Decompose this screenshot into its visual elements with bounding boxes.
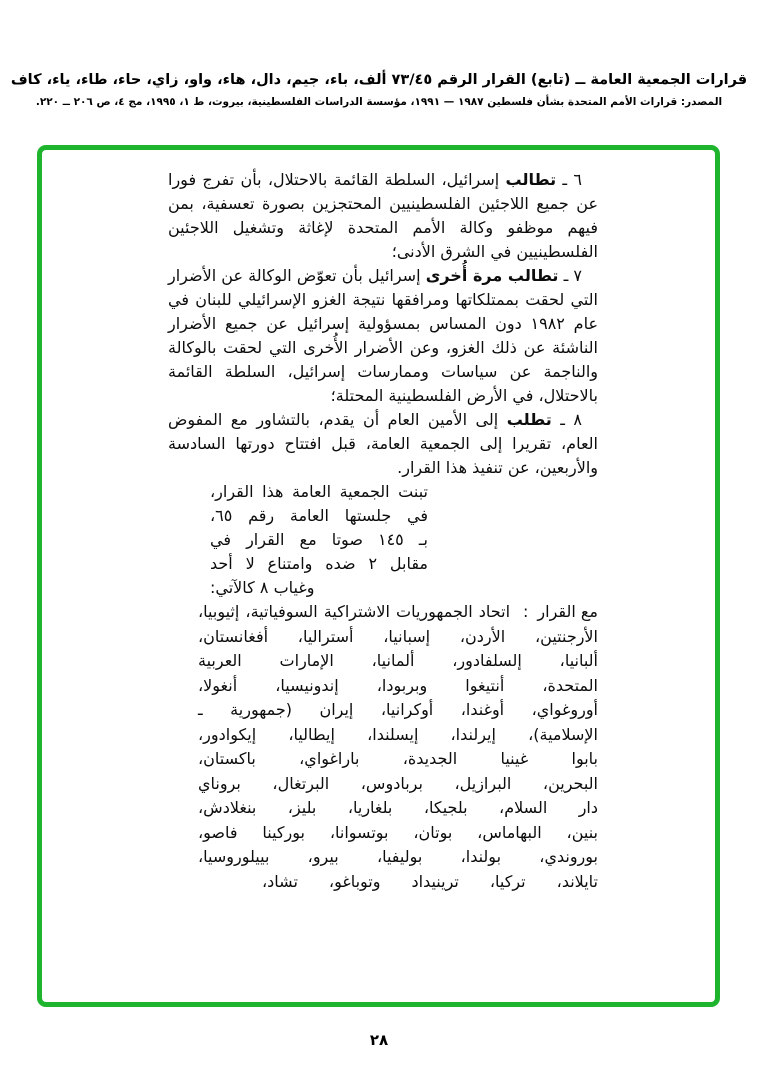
document-title: قرارات الجمعية العامة ــ (تابع) القرار الرقم ٧٣/٤٥ ألف، باء، جيم، دال، هاء، واو، زاي، حاء، طاء، ياء، كاف bbox=[10, 72, 748, 88]
adoption-note bbox=[210, 480, 428, 600]
text-line: تبنت الجمعية العامة هذا القرار، bbox=[210, 482, 428, 501]
text-line: ألبانيا، إلسلفادور، ألمانيا، الإمارات العربية bbox=[198, 651, 598, 670]
content-frame bbox=[37, 145, 720, 1007]
text-line: والناجمة عن سياسات وممارسات إسرائيل، السلطة القائمة bbox=[168, 362, 598, 381]
text-line: مقابل ٢ ضده وامتناع لا أحد bbox=[210, 554, 429, 573]
paragraph-8 bbox=[168, 408, 598, 480]
text-line: عن جميع اللاجئين الفلسطينيين المحتجزين بصورة تعسفية، بمن bbox=[168, 194, 598, 213]
text-line: بـ ١٤٥ صوتا مع القرار في bbox=[210, 530, 428, 549]
paragraph-7 bbox=[168, 264, 598, 408]
text-line: دار السلام، بلجيكا، بلغاريا، بليز، بنغلادش، bbox=[198, 798, 598, 817]
text-line: عام ١٩٨٢ دون المساس بمسؤولية إسرائيل عن جميع الأضرار bbox=[168, 314, 599, 333]
vote-with-country-lines bbox=[198, 625, 598, 895]
source-citation: المصدر: قرارات الأمم المتحدة بشأن فلسطين ١٩٨٧ — ١٩٩١، مؤسسة الدراسات الفلسطينية، بيروت، ط ١، ١٩٩٥، مج ٤، ص ٢٠٦ ــ ٢٢٠. bbox=[35, 96, 723, 108]
vote-with-label: مع القرار bbox=[537, 602, 598, 621]
text-column bbox=[168, 168, 598, 894]
text-line: تايلاند، تركيا، ترينيداد وتوباغو، تشاد، bbox=[262, 871, 598, 891]
text-line: بوروندي، بولندا، بوليفيا، بيرو، بييلوروسيا، bbox=[198, 847, 598, 866]
text-line: بنين، البهاماس، بوتان، بوتسوانا، بوركينا فاصو، bbox=[198, 822, 598, 842]
text-line: ٧ ـ تطالب مرة أُخرى إسرائيل بأن تعوّض الوكالة عن الأضرار bbox=[168, 266, 583, 285]
vote-with-first-line bbox=[198, 600, 598, 625]
vote-with-colon: : bbox=[523, 602, 529, 621]
text-line: ٨ ـ تطلب إلى الأمين العام أن يقدم، بالتشاور مع المفوض bbox=[168, 410, 583, 429]
text-line: أوروغواي، أوغندا، أوكرانيا، إيران (جمهورية ـ bbox=[198, 700, 598, 719]
text-line: ٦ ـ تطالب إسرائيل، السلطة القائمة بالاحتلال، بأن تفرج فورا bbox=[168, 170, 583, 189]
text-line: الإسلامية)، إيرلندا، إيسلندا، إيطاليا، إيكوادور، bbox=[198, 724, 598, 744]
text-line: بالاحتلال، في الأرض الفلسطينية المحتلة؛ bbox=[330, 386, 598, 405]
text-line: والأربعين، عن تنفيذ هذا القرار. bbox=[397, 458, 598, 477]
text-line: البحرين، البرازيل، بربادوس، البرتغال، بروناي bbox=[198, 773, 598, 793]
text-line: في جلستها العامة رقم ٦٥، bbox=[210, 506, 428, 525]
text-line: التي لحقت بممتلكاتها ومرافقها نتيجة الغزو الإسرائيلي للبنان في bbox=[168, 290, 598, 309]
text-line: فيهم موظفو وكالة الأمم المتحدة لإغاثة وتشغيل اللاجئين bbox=[168, 218, 598, 237]
text-line: بابوا غينيا الجديدة، باراغواي، باكستان، bbox=[198, 749, 598, 768]
vote-with-countries-start: اتحاد الجمهوريات الاشتراكية السوفياتية، إثيوبيا، bbox=[198, 602, 511, 621]
paragraph-6 bbox=[168, 168, 598, 264]
text-line: الناشئة عن ذلك الغزو، وعن الأضرار الأُخرى التي لحقت بالوكالة bbox=[168, 338, 598, 357]
page-header bbox=[0, 72, 758, 108]
text-line: الفلسطينيين في الشرق الأدنى؛ bbox=[391, 242, 598, 261]
page-number: ٢٨ bbox=[369, 1031, 389, 1049]
vote-with-section bbox=[198, 600, 598, 894]
text-line: وغياب ٨ كالآتي: bbox=[210, 578, 315, 597]
text-line: الأرجنتين، الأردن، إسبانيا، أستراليا، أفغانستان، bbox=[198, 626, 598, 646]
text-line: العام، تقريرا إلى الجمعية العامة، قبل افتتاح دورتها السادسة bbox=[168, 434, 598, 453]
text-line: المتحدة، أنتيغوا وبربودا، إندونيسيا، أنغولا، bbox=[198, 675, 598, 695]
